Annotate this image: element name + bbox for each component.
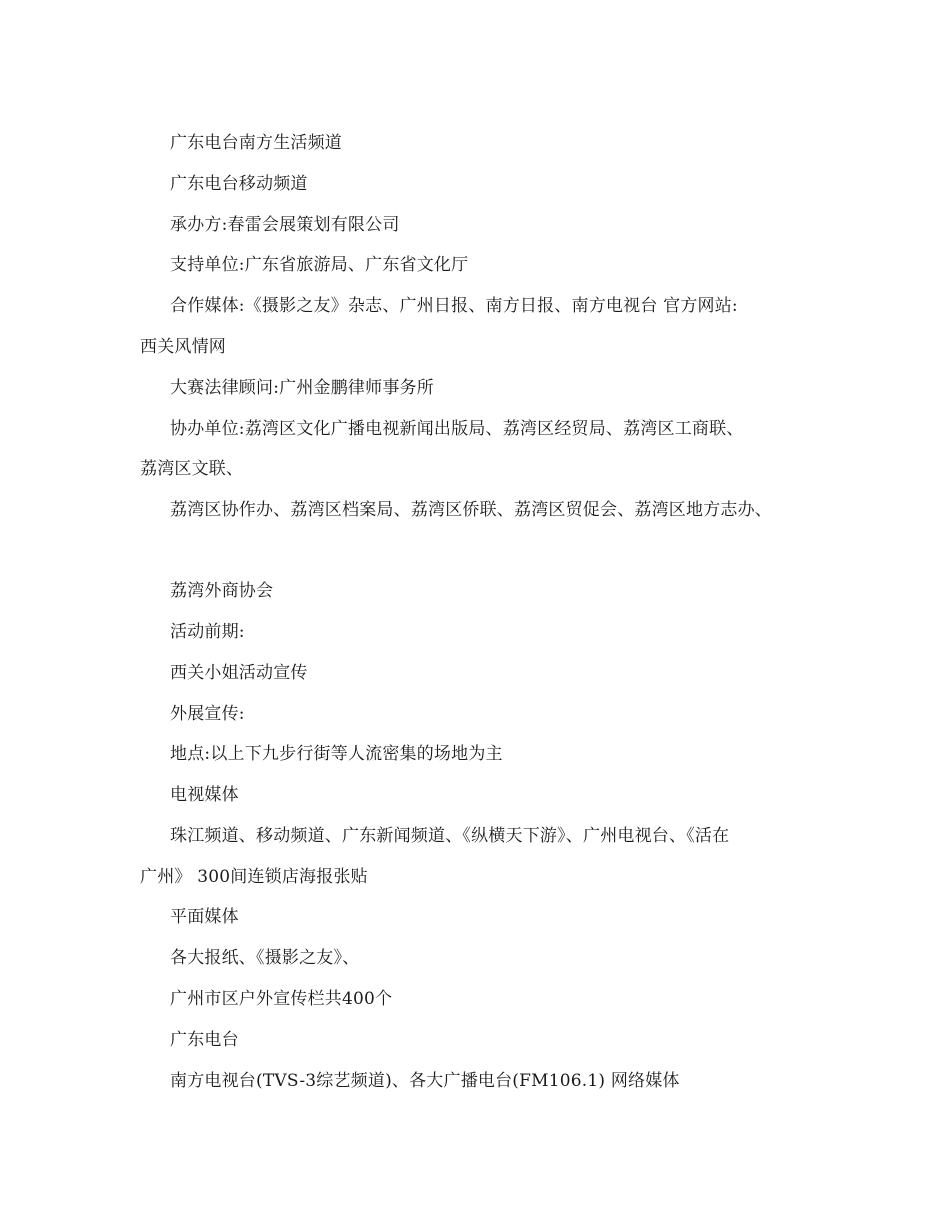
text-line: 荔湾区文联、 — [140, 459, 244, 479]
text-line: 荔湾外商协会 — [170, 581, 274, 601]
text-line: 南方电视台(TVS-3综艺频道)、各大广播电台(FM106.1) 网络媒体 — [170, 1071, 680, 1091]
text-line: 活动前期: — [170, 622, 245, 642]
text-line: 西关小姐活动宣传 — [170, 663, 308, 683]
text-line: 各大报纸、《摄影之友》、 — [170, 948, 360, 968]
text-line: 荔湾区协作办、荔湾区档案局、荔湾区侨联、荔湾区贸促会、荔湾区地方志办、 — [170, 500, 772, 520]
text-line: 外展宣传: — [170, 704, 245, 724]
text-line: 广东电台移动频道 — [170, 174, 308, 194]
text-line: 支持单位:广东省旅游局、广东省文化厅 — [170, 255, 469, 275]
text-line: 电视媒体 — [170, 785, 239, 805]
text-line: 合作媒体:《摄影之友》杂志、广州日报、南方日报、南方电视台 官方网站: — [170, 296, 738, 316]
text-line: 广东电台 — [170, 1030, 239, 1050]
text-line: 西关风情网 — [140, 337, 226, 357]
text-line: 承办方:春雷会展策划有限公司 — [170, 215, 400, 235]
text-line: 广东电台南方生活频道 — [170, 133, 342, 153]
text-line: 珠江频道、移动频道、广东新闻频道、《纵横天下游》、广州电视台、《活在 — [170, 826, 730, 846]
text-line: 地点:以上下九步行街等人流密集的场地为主 — [170, 744, 503, 764]
text-line: 广州市区户外宣传栏共400个 — [170, 989, 393, 1009]
text-line: 广州》 300间连锁店海报张贴 — [140, 867, 368, 887]
text-line: 协办单位:荔湾区文化广播电视新闻出版局、荔湾区经贸局、荔湾区工商联、 — [170, 419, 744, 439]
text-line: 大赛法律顾问:广州金鹏律师事务所 — [170, 378, 434, 398]
text-line: 平面媒体 — [170, 907, 239, 927]
